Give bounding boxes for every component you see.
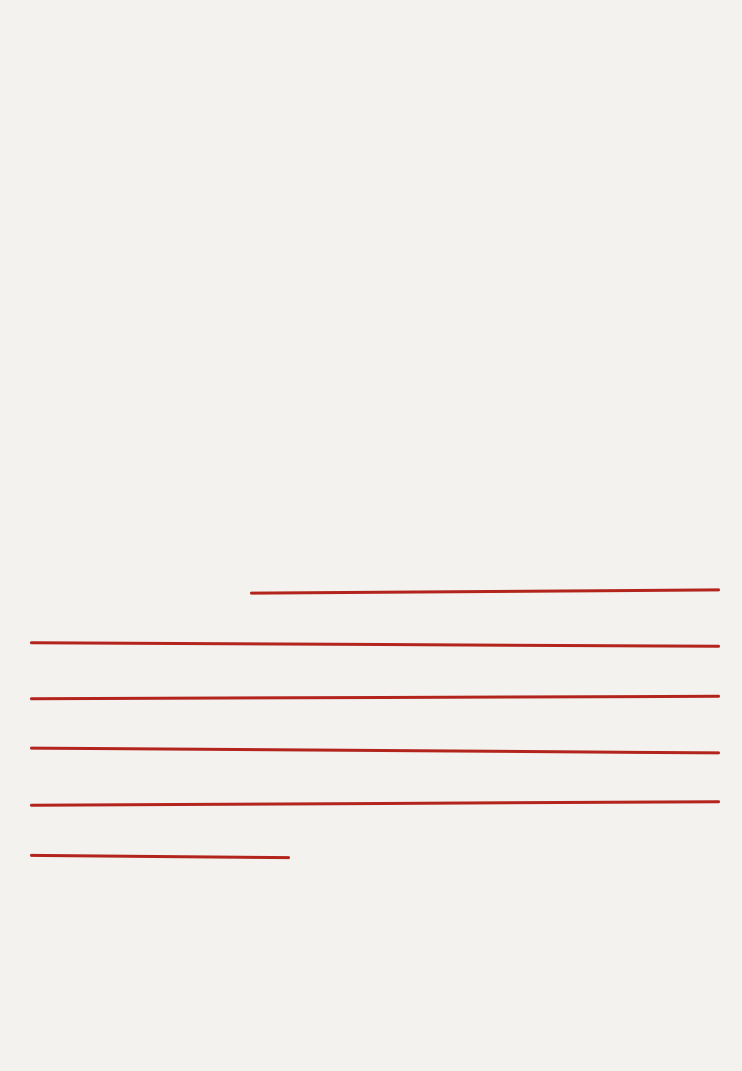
- para3-line-4: [30, 188, 720, 224]
- para3-line-2: [30, 81, 720, 117]
- para4-line-2: [30, 453, 720, 489]
- item1-line-1: [78, 929, 718, 965]
- para4-line-1: [78, 400, 718, 436]
- section-heading: [78, 876, 718, 912]
- para3-line-5: [30, 241, 720, 277]
- item1-line-2: [30, 982, 720, 1018]
- para3-line-7: [30, 347, 720, 383]
- para3-line-6: [30, 294, 720, 330]
- para3-line-3: [30, 134, 720, 170]
- item1-line-3: [30, 1035, 720, 1071]
- para3-line-1: [78, 26, 718, 62]
- para4-line-3: [30, 506, 720, 542]
